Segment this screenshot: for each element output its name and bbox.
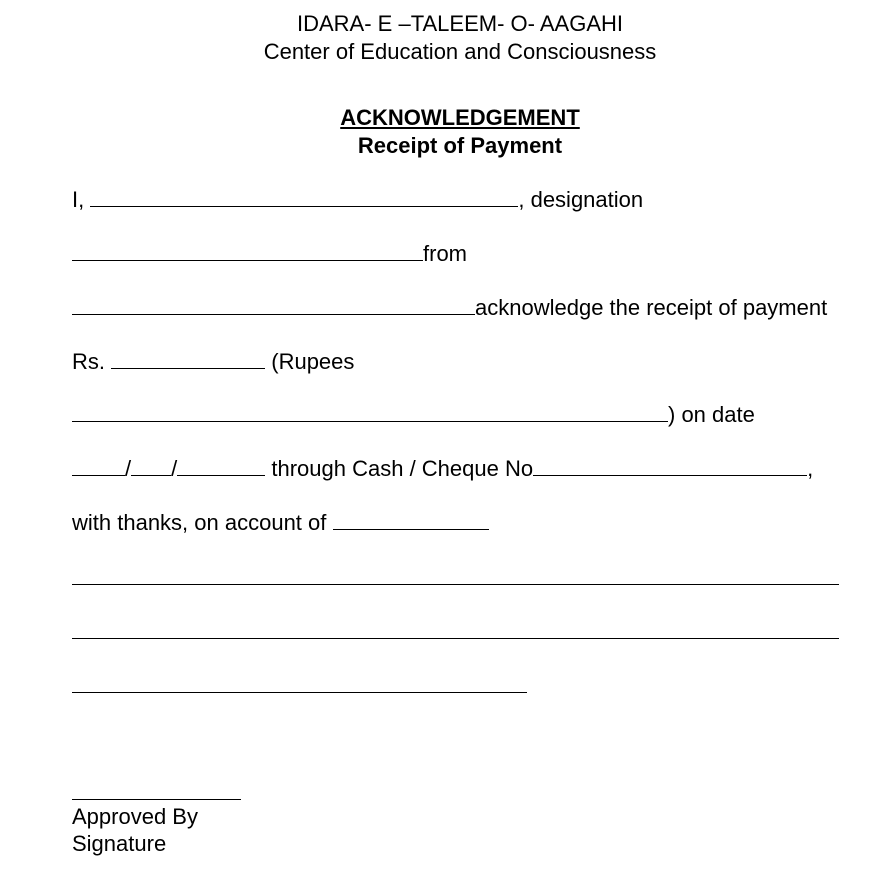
org-name: IDARA- E –TALEEM- O- AAGAHI: [297, 11, 623, 36]
approved-by-label: Approved By: [72, 804, 198, 829]
rs-label: Rs.: [72, 349, 105, 374]
name-row: [72, 186, 643, 213]
date-separator-2: /: [171, 456, 178, 481]
account-line-2[interactable]: [72, 638, 839, 639]
comma-label: ,: [807, 456, 814, 481]
date-month-blank[interactable]: [131, 455, 171, 476]
amount-words-row: [72, 401, 755, 428]
designation-label: , designation: [518, 187, 644, 212]
on-date-label: ) on date: [668, 402, 755, 427]
date-cheque-row: [72, 455, 813, 482]
i-label: I,: [72, 187, 85, 212]
date-day-blank[interactable]: [72, 455, 125, 476]
account-row: [72, 509, 489, 536]
rupees-label: (Rupees: [271, 349, 355, 374]
account-line-3[interactable]: [72, 692, 527, 693]
from-label: from: [423, 241, 467, 266]
amount-words-blank[interactable]: [72, 401, 668, 422]
document-title: ACKNOWLEDGEMENT: [340, 105, 580, 130]
from-row: [72, 294, 827, 321]
account-blank[interactable]: [333, 509, 489, 530]
amount-blank[interactable]: [111, 348, 265, 369]
thanks-label: with thanks, on account of: [72, 510, 327, 535]
designation-blank[interactable]: [72, 240, 423, 261]
account-line-1[interactable]: [72, 584, 839, 585]
cheque-no-blank[interactable]: [533, 455, 807, 476]
from-blank[interactable]: [72, 294, 475, 315]
signature-label: Signature: [72, 831, 167, 856]
designation-row: [72, 240, 467, 267]
name-blank[interactable]: [90, 186, 518, 207]
date-separator-1: /: [125, 456, 132, 481]
org-subtitle: Center of Education and Consciousness: [263, 39, 657, 64]
acknowledge-label: acknowledge the receipt of payment: [475, 295, 828, 320]
amount-row: [72, 348, 354, 375]
through-label: through Cash / Cheque No: [271, 456, 534, 481]
document-subtitle: Receipt of Payment: [357, 133, 563, 158]
date-year-blank[interactable]: [177, 455, 265, 476]
signature-line[interactable]: [72, 799, 241, 800]
